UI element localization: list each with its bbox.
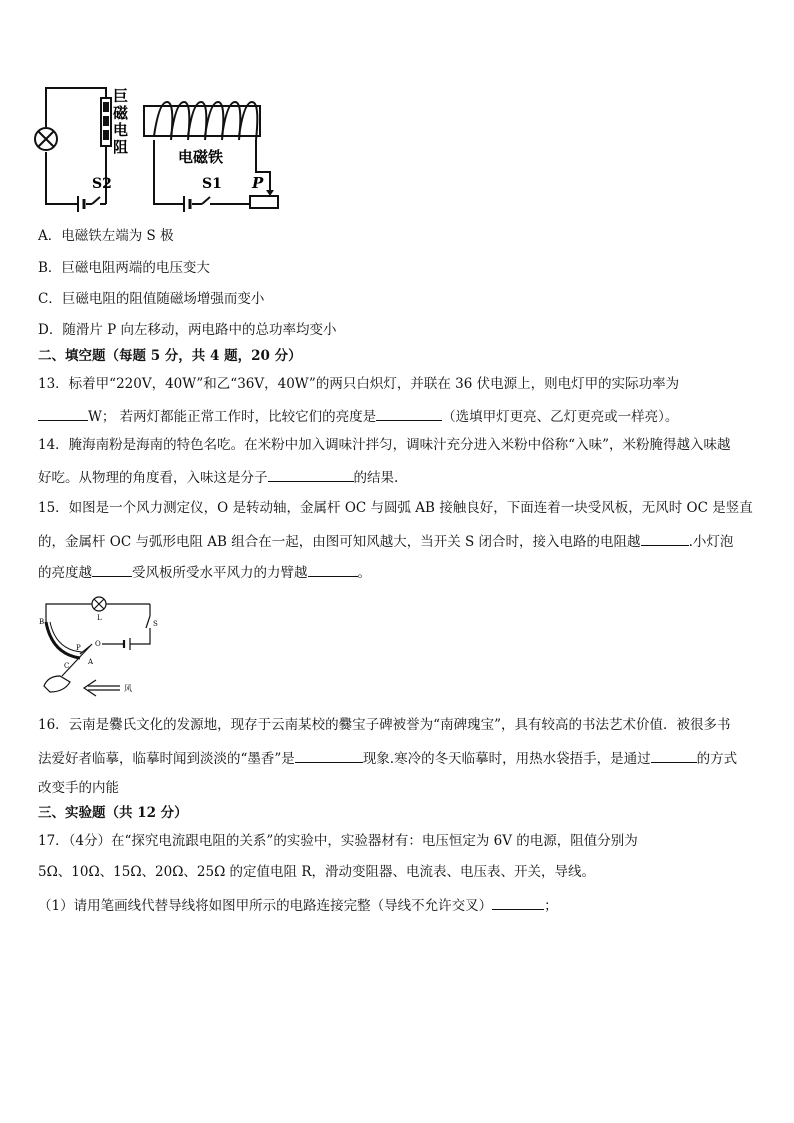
option-b[interactable]: B．巨磁电阻两端的电压变大 [38, 260, 210, 276]
q17-sub1 [38, 894, 558, 916]
gmr-label-2: 磁 [113, 104, 129, 122]
q15-text-d: 受风板所受水平风力的力臂越 [132, 565, 308, 581]
wind-meter-figure [34, 594, 184, 704]
p-label: P [252, 174, 264, 192]
q15-blank-2[interactable] [92, 561, 132, 577]
q16-line1: 16．云南是爨氏文化的发源地，现存于云南某校的爨宝子碑被誉为“南碑瑰宝”，具有较高的书法艺术价值．被很多书 [38, 717, 731, 733]
q15-text-c: 的亮度越 [38, 565, 92, 581]
gmr-label-4: 阻 [113, 138, 129, 156]
q17-blank[interactable] [492, 894, 544, 910]
gmr-label-3: 电 [113, 121, 129, 139]
q16-line2 [38, 747, 737, 769]
gmr-label-1: 巨 [113, 87, 129, 105]
q16-text-c: 的方式 [696, 751, 738, 767]
wind-circuit-wire-top [46, 604, 92, 622]
label-wind: 风 [124, 684, 132, 693]
section-2-title: 二、填空题（每题 5 分，共 4 题，20 分） [38, 348, 302, 364]
q14-line2 [38, 466, 398, 488]
label-a: A [88, 658, 94, 666]
label-o: O [95, 640, 101, 648]
q15-line1: 15．如图是一个风力测定仪，O 是转动轴，金属杆 OC 与圆弧 AB 接触良好，下面连着一块受风板，无风时 OC 是竖直 [38, 500, 753, 516]
q15-line3 [38, 561, 371, 583]
q13-blank-1[interactable] [38, 405, 88, 421]
q14-text-b: 的结果. [353, 470, 399, 486]
wind-plate [44, 676, 70, 692]
left-circuit-wire-bottom [46, 152, 78, 204]
option-d[interactable]: D．随滑片 P 向左移动，两电路中的总功率均变小 [38, 322, 337, 338]
q15-text-a: 的，金属杆 OC 与弧形电阻 AB 组合在一起，由图可知风越大，当开关 S 闭合时，接入电路的电阻越 [38, 534, 641, 550]
label-l: L [97, 614, 102, 622]
section-3-title: 三、实验题（共 12 分） [38, 805, 188, 821]
label-c: C [64, 662, 70, 670]
left-circuit-wire-top [46, 88, 106, 127]
q13-line2 [38, 405, 678, 427]
switch-s1-icon [202, 197, 210, 204]
q15-line2 [38, 530, 733, 552]
q13-blank-2[interactable] [376, 405, 442, 421]
q17-sub1-text: （1）请用笔画线代替导线将如图甲所示的电路连接完整（导线不允许交叉） [38, 898, 493, 914]
label-b: B [39, 618, 45, 626]
label-s: S [153, 620, 158, 628]
q16-blank-1[interactable] [295, 747, 363, 763]
q15-blank-3[interactable] [308, 561, 358, 577]
q15-text-b: .小灯泡 [688, 534, 734, 550]
q13-text-b: （选填甲灯更亮、乙灯更亮或一样亮）。 [442, 409, 679, 425]
q14-line1: 14．腌海南粉是海南的特色名吃。在米粉中加入调味汁拌匀，调味汁充分进入米粉中俗称“入味”，米粉腌得越入味越 [38, 437, 731, 453]
q16-blank-2[interactable] [651, 747, 697, 763]
electromagnet-label: 电磁铁 [178, 148, 224, 166]
s2-label: S2 [92, 176, 112, 192]
q16-text-a: 法爱好者临摹，临摹时闻到淡淡的“墨香”是 [38, 751, 295, 767]
q14-text-a: 好吃。从物理的角度看，入味这是分子 [38, 470, 268, 486]
q16-line3: 改变手的内能 [38, 780, 119, 796]
rheostat-icon [250, 196, 278, 208]
switch-s2-icon [92, 197, 100, 204]
wind-switch-icon [146, 616, 150, 628]
q13-text-a: W； 若两灯都能正常工作时，比较它们的亮度是 [88, 409, 377, 425]
q17-line1: 17．（4分）在“探究电流跟电阻的关系”的实验中，实验器材有：电压恒定为 6V 的电源，阻值分别为 [38, 833, 638, 849]
q15-text-e: 。 [357, 565, 371, 581]
option-a[interactable]: A．电磁铁左端为 S 极 [38, 228, 174, 244]
q13-line1: 13．标着甲“220V，40W”和乙“36V，40W”的两只白炽灯，并联在 36 伏电源上，则电灯甲的实际功率为 [38, 376, 680, 392]
label-p: P [76, 644, 81, 652]
q16-text-b: 现象.寒冷的冬天临摹时，用热水袋捂手，是通过 [362, 751, 651, 767]
q17-sub1-end: ； [544, 898, 558, 914]
q17-line2: 5Ω、10Ω、15Ω、20Ω、25Ω 的定值电阻 R，滑动变阻器、电流表、电压表、开关，导线。 [38, 864, 596, 880]
q15-blank-1[interactable] [641, 530, 689, 546]
option-c[interactable]: C．巨磁电阻的阻值随磁场增强而变小 [38, 291, 265, 307]
gmr-circuit-figure [34, 82, 284, 214]
q14-blank[interactable] [268, 466, 354, 482]
s1-label: S1 [202, 176, 222, 192]
